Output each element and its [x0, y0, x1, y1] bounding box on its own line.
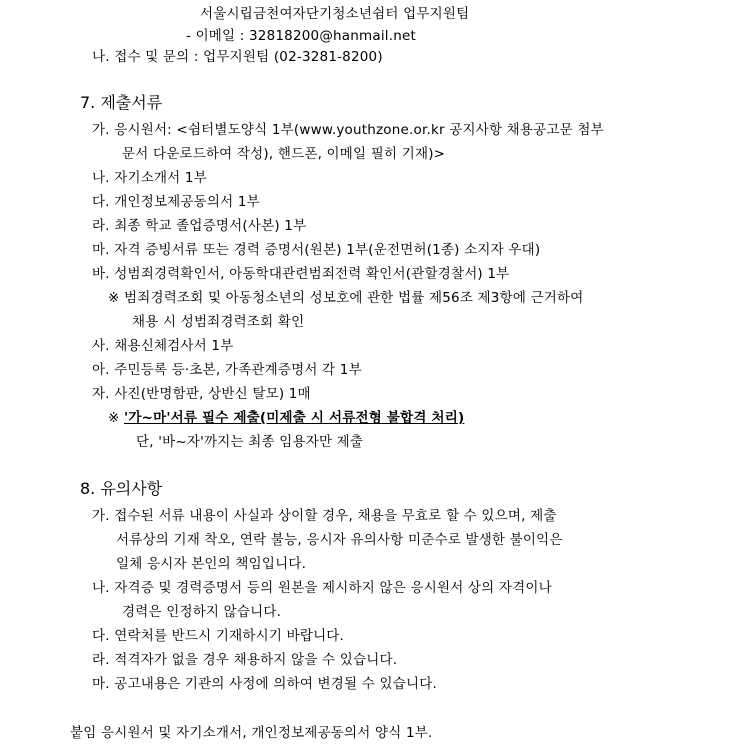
- attachment-note: 붙임 응시원서 및 자기소개서, 개인정보제공동의서 양식 1부.: [70, 725, 433, 741]
- section7-item: 나. 자기소개서 1부: [92, 170, 207, 186]
- section7-note: [108, 408, 464, 428]
- contact-org: 서울시립금천여자단기청소년쉼터 업무지원팀: [200, 6, 470, 22]
- note-prefix: ※: [108, 410, 125, 426]
- section8-title: 8. 유의사항: [80, 479, 163, 498]
- contact-email: - 이메일 : 32818200@hanmail.net: [186, 28, 416, 44]
- section8-item: 가. 접수된 서류 내용이 사실과 상이할 경우, 채용을 무효로 할 수 있으며, 제출: [92, 508, 557, 524]
- section7-item: 채용 시 성범죄경력조회 확인: [132, 314, 305, 330]
- section7-item: 문서 다운로드하여 작성), 핸드폰, 이메일 필히 기재)>: [122, 146, 446, 162]
- section7-item: ※ 범죄경력조회 및 아동청소년의 성보호에 관한 법률 제56조 제3항에 근거하여: [108, 290, 584, 306]
- section7-title: 7. 제출서류: [80, 93, 163, 112]
- note-bold: '가~마'서류 필수 제출(미제출 시 서류전형 불합격 처리): [124, 410, 465, 426]
- section8-item: 라. 적격자가 없을 경우 채용하지 않을 수 있습니다.: [92, 652, 398, 668]
- section8-item: 다. 연락처를 반드시 기재하시기 바랍니다.: [92, 628, 345, 644]
- section8-item: 마. 공고내용은 기관의 사정에 의하여 변경될 수 있습니다.: [92, 676, 437, 692]
- section7-item: 다. 개인정보제공동의서 1부: [92, 194, 260, 210]
- section7-item: 마. 자격 증빙서류 또는 경력 증명서(원본) 1부(운전면허(1종) 소지자 우대): [92, 242, 541, 258]
- section7-item: 가. 응시원서: <쉼터별도양식 1부(www.youthzone.or.kr 공지사항 채용공고문 첨부: [92, 122, 604, 138]
- section8-item: 서류상의 기재 착오, 연락 불능, 응시자 유의사항 미준수로 발생한 불이익은: [116, 532, 563, 548]
- section7-item: 라. 최종 학교 졸업증명서(사본) 1부: [92, 218, 307, 234]
- contact-inquiry: 나. 접수 및 문의 : 업무지원팀 (02-3281-8200): [92, 49, 383, 65]
- section8-item: 일체 응시자 본인의 책임입니다.: [116, 556, 307, 572]
- section8-item: 경력은 인정하지 않습니다.: [122, 604, 282, 620]
- section7-item: 아. 주민등록 등·초본, 가족관계증명서 각 1부: [92, 362, 362, 378]
- section7-item: 바. 성범죄경력확인서, 아동학대관련범죄전력 확인서(관할경찰서) 1부: [92, 266, 510, 282]
- section7-item: 자. 사진(반명함판, 상반신 탈모) 1매: [92, 386, 311, 402]
- section7-item: 사. 채용신체검사서 1부: [92, 338, 234, 354]
- section7-note-sub: 단, '바~자'까지는 최종 임용자만 제출: [136, 434, 364, 450]
- section8-item: 나. 자격증 및 경력증명서 등의 원본을 제시하지 않은 응시원서 상의 자격이나: [92, 580, 552, 596]
